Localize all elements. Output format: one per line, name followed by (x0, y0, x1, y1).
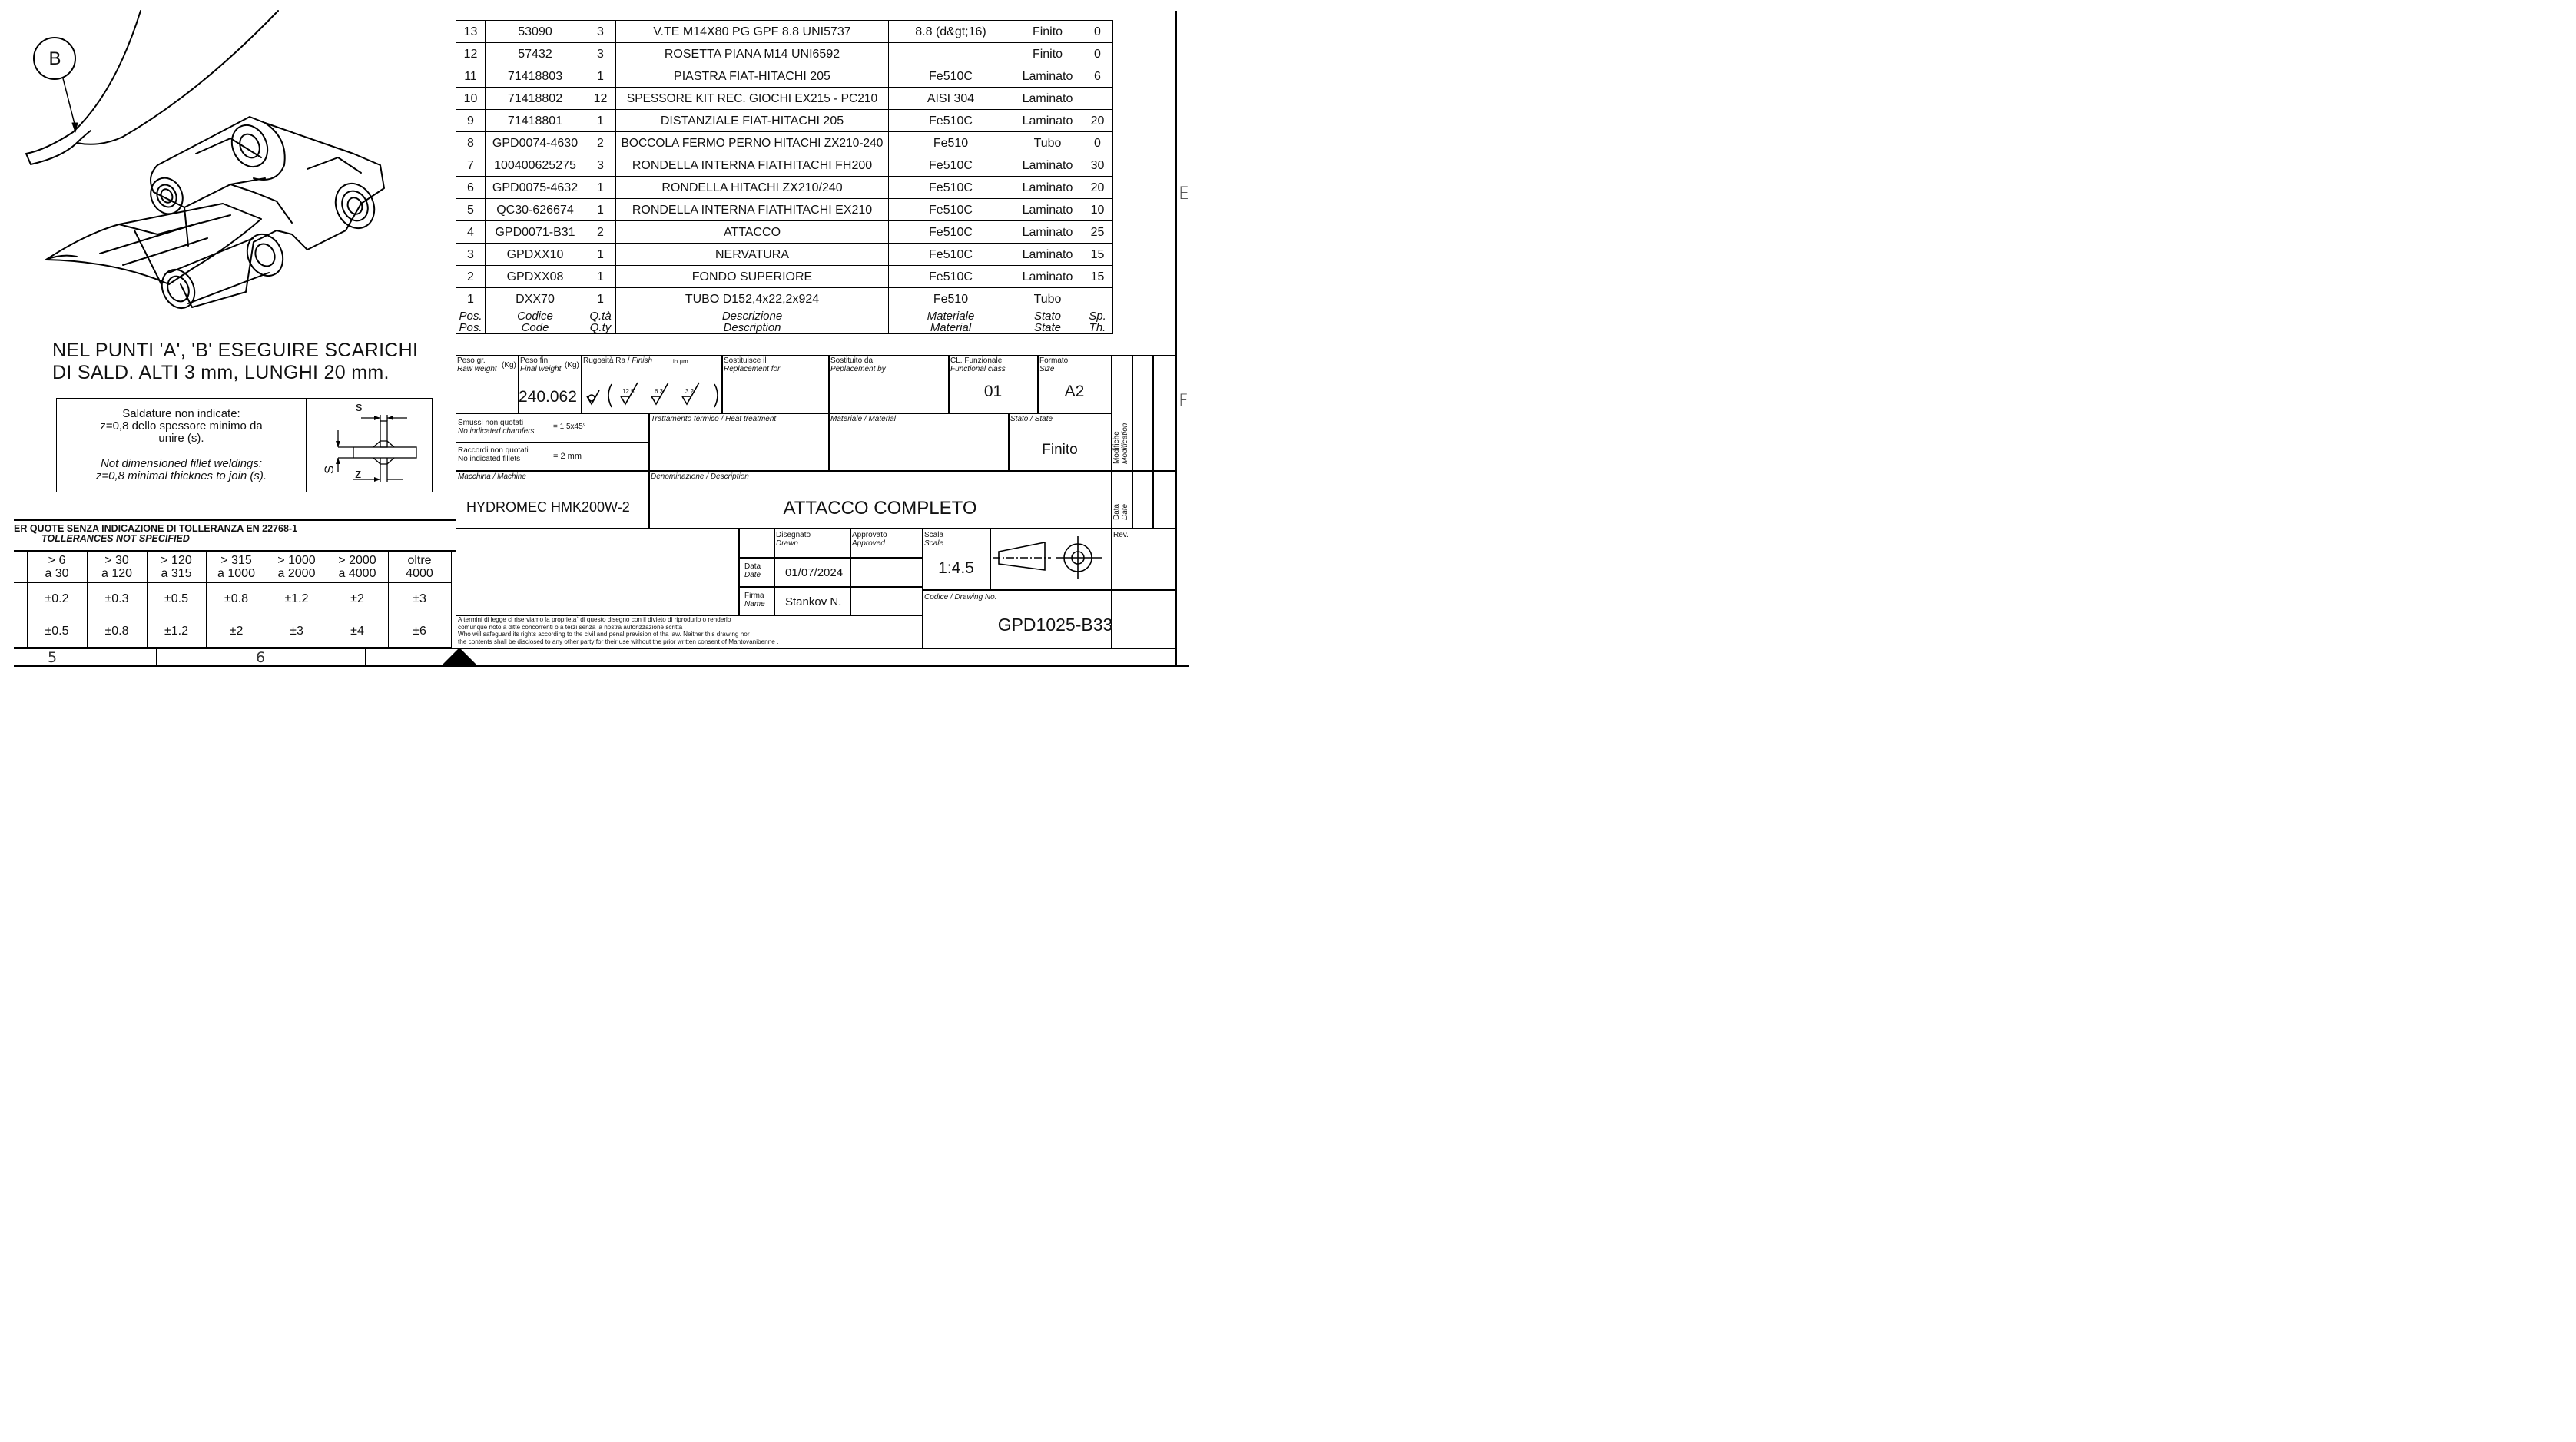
bom-cell-state: Laminato (1013, 65, 1082, 88)
bom-cell-desc: FONDO SUPERIORE (616, 266, 889, 288)
bom-row (456, 177, 1113, 199)
bom-cell-code: GPDXX10 (486, 244, 585, 266)
bom-cell-code: 57432 (486, 43, 585, 65)
bom-cell-pos: 10 (456, 88, 486, 110)
bom-cell-material: Fe510 (889, 132, 1013, 154)
state-value: Finito (1042, 442, 1078, 458)
bom-cell-state: Laminato (1013, 266, 1082, 288)
tolerance-title: ER QUOTE SENZA INDICAZIONE DI TOLLERANZA EN 22768-1 (14, 523, 298, 534)
bom-cell-qty: 3 (585, 154, 616, 177)
bom-row (456, 110, 1113, 132)
tolerance-row-1 (14, 583, 451, 615)
projection-symbol-icon (991, 530, 1110, 588)
bom-cell-th: 15 (1082, 244, 1113, 266)
weld-it-2: z=0,8 dello spessore minimo da (100, 419, 263, 433)
bom-row (456, 88, 1113, 110)
bom-cell-th: 0 (1082, 43, 1113, 65)
bom-row (456, 154, 1113, 177)
bom-cell-code: GPD0071-B31 (486, 221, 585, 244)
bom-cell-th: 30 (1082, 154, 1113, 177)
bom-cell-th: 0 (1082, 132, 1113, 154)
drawn-label: Disegnato Drawn (776, 531, 811, 548)
bom-cell-qty: 2 (585, 132, 616, 154)
range-cell: > 6 a 30 (27, 552, 87, 583)
range-cell: > 120 a 315 (147, 552, 206, 583)
legal-notice: A termini di legge ci riserviamo la proprieta` di questo disegno con il divieto di riprodurlo o renderlo comunque noto a ditte concorrenti o a terzi senza la nostra autorizzazione scritta . Who will safeguard its rights according to the civil and penal prevision of tha law. Neither this drawing nor the contents shall be disclosed to any other party for their use without the prior written consent of Mantovanibenne . (458, 616, 779, 645)
bom-cell-material: Fe510C (889, 65, 1013, 88)
tolerance-cell: ±0.8 (206, 583, 267, 615)
machine-value: HYDROMEC HMK200W-2 (466, 499, 630, 515)
range-cell: > 2000 a 4000 (327, 552, 388, 583)
roughness-value: 6.3 (655, 388, 664, 395)
bom-cell-qty: 1 (585, 266, 616, 288)
final-weight-unit: (Kg) (565, 361, 579, 370)
centering-triangle-icon (439, 646, 479, 666)
weld-en-2: z=0,8 minimal thicknes to join (s). (95, 469, 267, 482)
material-label: Materiale / Material (830, 415, 897, 423)
bom-cell-code: DXX70 (486, 288, 585, 310)
tolerance-cell: ±1.2 (267, 583, 327, 615)
bom-row (456, 65, 1113, 88)
bom-row (456, 43, 1113, 65)
tolerance-cell: ±3 (388, 583, 451, 615)
tolerance-table (14, 551, 452, 648)
drawing-sheet (0, 0, 1201, 672)
tolerance-cell: ±0.5 (147, 583, 206, 615)
bom-cell-pos: 3 (456, 244, 486, 266)
bom-cell-desc: SPESSORE KIT REC. GIOCHI EX215 - PC210 (616, 88, 889, 110)
weld-en-1: Not dimensioned fillet weldings: (100, 457, 263, 470)
bom-cell-desc: V.TE M14X80 PG GPF 8.8 UNI5737 (616, 21, 889, 43)
chamfer-label: Smussi non quotati No indicated chamfers (458, 419, 535, 436)
bom-cell-state: Laminato (1013, 110, 1082, 132)
bom-cell-th: 10 (1082, 199, 1113, 221)
bom-cell-state: Laminato (1013, 244, 1082, 266)
bom-cell-qty: 2 (585, 221, 616, 244)
bom-cell-th (1082, 88, 1113, 110)
weld-note-line1: NEL PUNTI 'A', 'B' ESEGUIRE SCARICHI (52, 340, 419, 361)
bom-cell-code: 100400625275 (486, 154, 585, 177)
functional-class-value: 01 (983, 383, 1003, 400)
bom-cell-desc: RONDELLA HITACHI ZX210/240 (616, 177, 889, 199)
bom-cell-qty: 1 (585, 199, 616, 221)
bom-row (456, 266, 1113, 288)
bom-cell-qty: 1 (585, 177, 616, 199)
grid-label-f: F (1179, 392, 1189, 411)
bom-cell-desc: PIASTRA FIAT-HITACHI 205 (616, 65, 889, 88)
raw-weight-label: Peso gr. Raw weight (457, 356, 497, 373)
scale-label: Scala Scale (924, 531, 944, 548)
bom-cell-desc: ATTACCO (616, 221, 889, 244)
size-label: Formato Size (1039, 356, 1069, 373)
drawing-number-value: GPD1025-B33 (997, 615, 1113, 635)
approved-label: Approvato Approved (852, 531, 887, 548)
date-label-vertical: Data Date (1112, 503, 1129, 520)
bom-cell-desc: BOCCOLA FERMO PERNO HITACHI ZX210-240 (616, 132, 889, 154)
signature-label: Firma Name (744, 592, 765, 608)
range-cell: > 1000 a 2000 (267, 552, 327, 583)
bom-row (456, 132, 1113, 154)
bom-cell-desc: NERVATURA (616, 244, 889, 266)
roughness-value: 3.2 (685, 388, 695, 395)
bom-cell-material: Fe510C (889, 110, 1013, 132)
machine-label: Macchina / Machine (458, 472, 526, 481)
final-weight-label: Peso fin. Final weight (520, 356, 562, 373)
tolerance-subtitle: TOLLERANCES NOT SPECIFIED (41, 533, 190, 544)
functional-class-label: CL. Funzionale Functional class (950, 356, 1006, 373)
bom-cell-code: GPDXX08 (486, 266, 585, 288)
bom-cell-th: 6 (1082, 65, 1113, 88)
size-value: A2 (1064, 383, 1085, 400)
bom-header-desc: Descrizione Description (616, 310, 889, 334)
weld-symbol-diagram (307, 399, 432, 492)
bom-cell-qty: 12 (585, 88, 616, 110)
weld-symbol-z: z (355, 466, 362, 481)
roughness-label: Rugosità Ra / Finish (583, 356, 653, 365)
bom-cell-desc: TUBO D152,4x22,2x924 (616, 288, 889, 310)
bom-cell-pos: 7 (456, 154, 486, 177)
tolerance-cell: ±1.2 (147, 615, 206, 648)
bom-cell-code: 53090 (486, 21, 585, 43)
bom-header-pos: Pos. Pos. (456, 310, 486, 334)
bom-cell-material: Fe510C (889, 154, 1013, 177)
bom-cell-pos: 12 (456, 43, 486, 65)
bom-header-row (456, 310, 1113, 334)
bom-cell-qty: 1 (585, 244, 616, 266)
bom-cell-qty: 1 (585, 288, 616, 310)
tolerance-row-2 (14, 615, 451, 648)
bom-row (456, 21, 1113, 43)
revision-label: Rev. (1113, 531, 1129, 539)
tolerance-cell: ±0.5 (27, 615, 87, 648)
bom-cell-state: Laminato (1013, 199, 1082, 221)
modification-label: Modifiche Modification (1112, 423, 1129, 464)
state-label: Stato / State (1010, 415, 1053, 423)
bom-row (456, 288, 1113, 310)
bom-cell-state: Laminato (1013, 154, 1082, 177)
bom-cell-th: 0 (1082, 21, 1113, 43)
weld-symbol-s2: S (322, 465, 337, 474)
bom-cell-state: Tubo (1013, 132, 1082, 154)
isometric-part-drawing (0, 0, 461, 338)
weld-it-1: Saldature non indicate: (122, 407, 240, 420)
bom-cell-material: Fe510C (889, 199, 1013, 221)
bom-cell-desc: RONDELLA INTERNA FIATHITACHI EX210 (616, 199, 889, 221)
range-cell: oltre 4000 (388, 552, 451, 583)
bom-cell-state: Laminato (1013, 177, 1082, 199)
tolerance-range-row (14, 552, 451, 583)
bom-cell-qty: 1 (585, 65, 616, 88)
bom-cell-pos: 11 (456, 65, 486, 88)
bom-cell-state: Tubo (1013, 288, 1082, 310)
range-cell: > 315 a 1000 (206, 552, 267, 583)
bom-cell-material: Fe510C (889, 177, 1013, 199)
bom-cell-state: Finito (1013, 43, 1082, 65)
bom-cell-th: 15 (1082, 266, 1113, 288)
bom-header-thickness: Sp. Th. (1082, 310, 1113, 334)
fillet-value: = 2 mm (553, 452, 582, 461)
tolerance-cell: ±2 (206, 615, 267, 648)
bom-cell-desc: ROSETTA PIANA M14 UNI6592 (616, 43, 889, 65)
grid-label-6: 6 (256, 649, 266, 666)
grid-label-e: E (1179, 184, 1189, 204)
bom-cell-code: QC30-626674 (486, 199, 585, 221)
tolerance-cell: ±0.2 (27, 583, 87, 615)
bom-cell-state: Finito (1013, 21, 1082, 43)
bom-cell-material: Fe510C (889, 244, 1013, 266)
tolerance-cell: ±3 (267, 615, 327, 648)
grid-label-5: 5 (48, 649, 58, 666)
description-value: ATTACCO COMPLETO (783, 498, 977, 519)
bom-cell-desc: DISTANZIALE FIAT-HITACHI 205 (616, 110, 889, 132)
bom-cell-pos: 8 (456, 132, 486, 154)
heat-treatment-label: Trattamento termico / Heat treatment (651, 415, 777, 423)
bom-cell-qty: 1 (585, 110, 616, 132)
bom-cell-code: 71418802 (486, 88, 585, 110)
bom-cell-code: GPD0075-4632 (486, 177, 585, 199)
chamfer-value: = 1.5x45° (553, 423, 586, 431)
bom-cell-th: 20 (1082, 110, 1113, 132)
tolerance-cell: ±2 (327, 583, 388, 615)
bom-cell-material: Fe510 (889, 288, 1013, 310)
bom-row (456, 199, 1113, 221)
bom-row (456, 221, 1113, 244)
bom-cell-state: Laminato (1013, 221, 1082, 244)
bom-cell-th: 25 (1082, 221, 1113, 244)
bom-cell-pos: 1 (456, 288, 486, 310)
bom-cell-material: 8.8 (d&gt;16) (889, 21, 1013, 43)
bom-cell-code: 71418801 (486, 110, 585, 132)
bom-cell-th (1082, 288, 1113, 310)
roughness-symbols (582, 373, 722, 410)
tolerance-cell: ±6 (388, 615, 451, 648)
fillet-label: Raccordi non quotati No indicated fillets (458, 446, 529, 463)
bom-cell-pos: 6 (456, 177, 486, 199)
bom-header-code: Codice Code (486, 310, 585, 334)
weld-symbol-s: s (356, 399, 363, 414)
weld-note-line2: DI SALD. ALTI 3 mm, LUNGHI 20 mm. (52, 362, 390, 383)
bom-cell-state: Laminato (1013, 88, 1082, 110)
drawing-number-label: Codice / Drawing No. (924, 593, 997, 602)
description-label: Denominazione / Description (651, 472, 749, 481)
roughness-value: 12.5 (622, 388, 635, 395)
replaced-label: Sostituito da Peplacement by (830, 356, 886, 373)
bom-header-state: Stato State (1013, 310, 1082, 334)
tolerance-cell: ±4 (327, 615, 388, 648)
date-label: Data Date (744, 562, 761, 579)
tolerance-cell: ±0.8 (87, 615, 147, 648)
bom-cell-pos: 9 (456, 110, 486, 132)
bom-cell-desc: RONDELLA INTERNA FIATHITACHI FH200 (616, 154, 889, 177)
bom-cell-code: 71418803 (486, 65, 585, 88)
bom-cell-material: AISI 304 (889, 88, 1013, 110)
bill-of-materials (456, 20, 1113, 334)
range-cell: > 30 a 120 (87, 552, 147, 583)
bom-cell-pos: 4 (456, 221, 486, 244)
date-value: 01/07/2024 (785, 566, 844, 579)
weld-it-3: unire (s). (158, 432, 204, 445)
raw-weight-unit: (Kg) (502, 361, 516, 370)
bom-row (456, 244, 1113, 266)
replaces-label: Sostituisce il Replacement for (724, 356, 781, 373)
final-weight-value: 240.062 (519, 388, 577, 406)
bom-cell-qty: 3 (585, 43, 616, 65)
bom-header-material: Materiale Material (889, 310, 1013, 334)
bom-cell-material: Fe510C (889, 221, 1013, 244)
bom-cell-th: 20 (1082, 177, 1113, 199)
bom-cell-pos: 5 (456, 199, 486, 221)
tolerance-cell: ±0.3 (87, 583, 147, 615)
roughness-unit: in µm (673, 358, 688, 365)
detail-label-b: B (48, 48, 61, 69)
bom-cell-pos: 13 (456, 21, 486, 43)
bom-cell-qty: 3 (585, 21, 616, 43)
bom-cell-material (889, 43, 1013, 65)
bom-header-qty: Q.tà Q.ty (585, 310, 616, 334)
scale-value: 1:4.5 (938, 559, 974, 577)
signature-value: Stankov N. (785, 595, 842, 608)
bom-cell-pos: 2 (456, 266, 486, 288)
bom-cell-material: Fe510C (889, 266, 1013, 288)
bom-cell-code: GPD0074-4630 (486, 132, 585, 154)
